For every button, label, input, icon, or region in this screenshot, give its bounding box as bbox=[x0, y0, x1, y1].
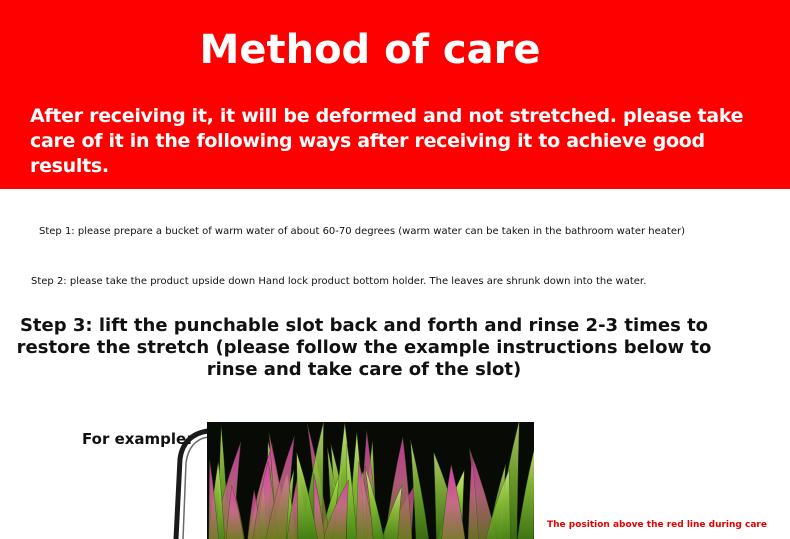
page-title: Method of care bbox=[199, 27, 541, 73]
header-banner bbox=[0, 0, 790, 189]
step-2-text: Step 2: please take the product upside down Hand lock product bottom holder. The leaves are shrunk down into the water. bbox=[31, 276, 647, 287]
example-label: For example: bbox=[82, 430, 193, 448]
plant-photo bbox=[207, 422, 534, 539]
intro-text: After receiving it, it will be deformed and not stretched. please take care of it in the following ways after receiving it to achieve good results. bbox=[30, 105, 744, 177]
leaf-shape bbox=[517, 446, 534, 539]
example-caption: The position above the red line during care bbox=[547, 520, 767, 530]
hand-outline-graphic bbox=[170, 425, 210, 539]
step-3-text: Step 3: lift the punchable slot back and forth and rinse 2-3 times to restore the stretch (please follow the example instructions below to rinse and take care of the slot) bbox=[16, 315, 712, 380]
step-1-text: Step 1: please prepare a bucket of warm water of about 60-70 degrees (warm water can be taken in the bathroom water heater) bbox=[39, 226, 685, 237]
plant-leaves-image bbox=[207, 422, 534, 539]
